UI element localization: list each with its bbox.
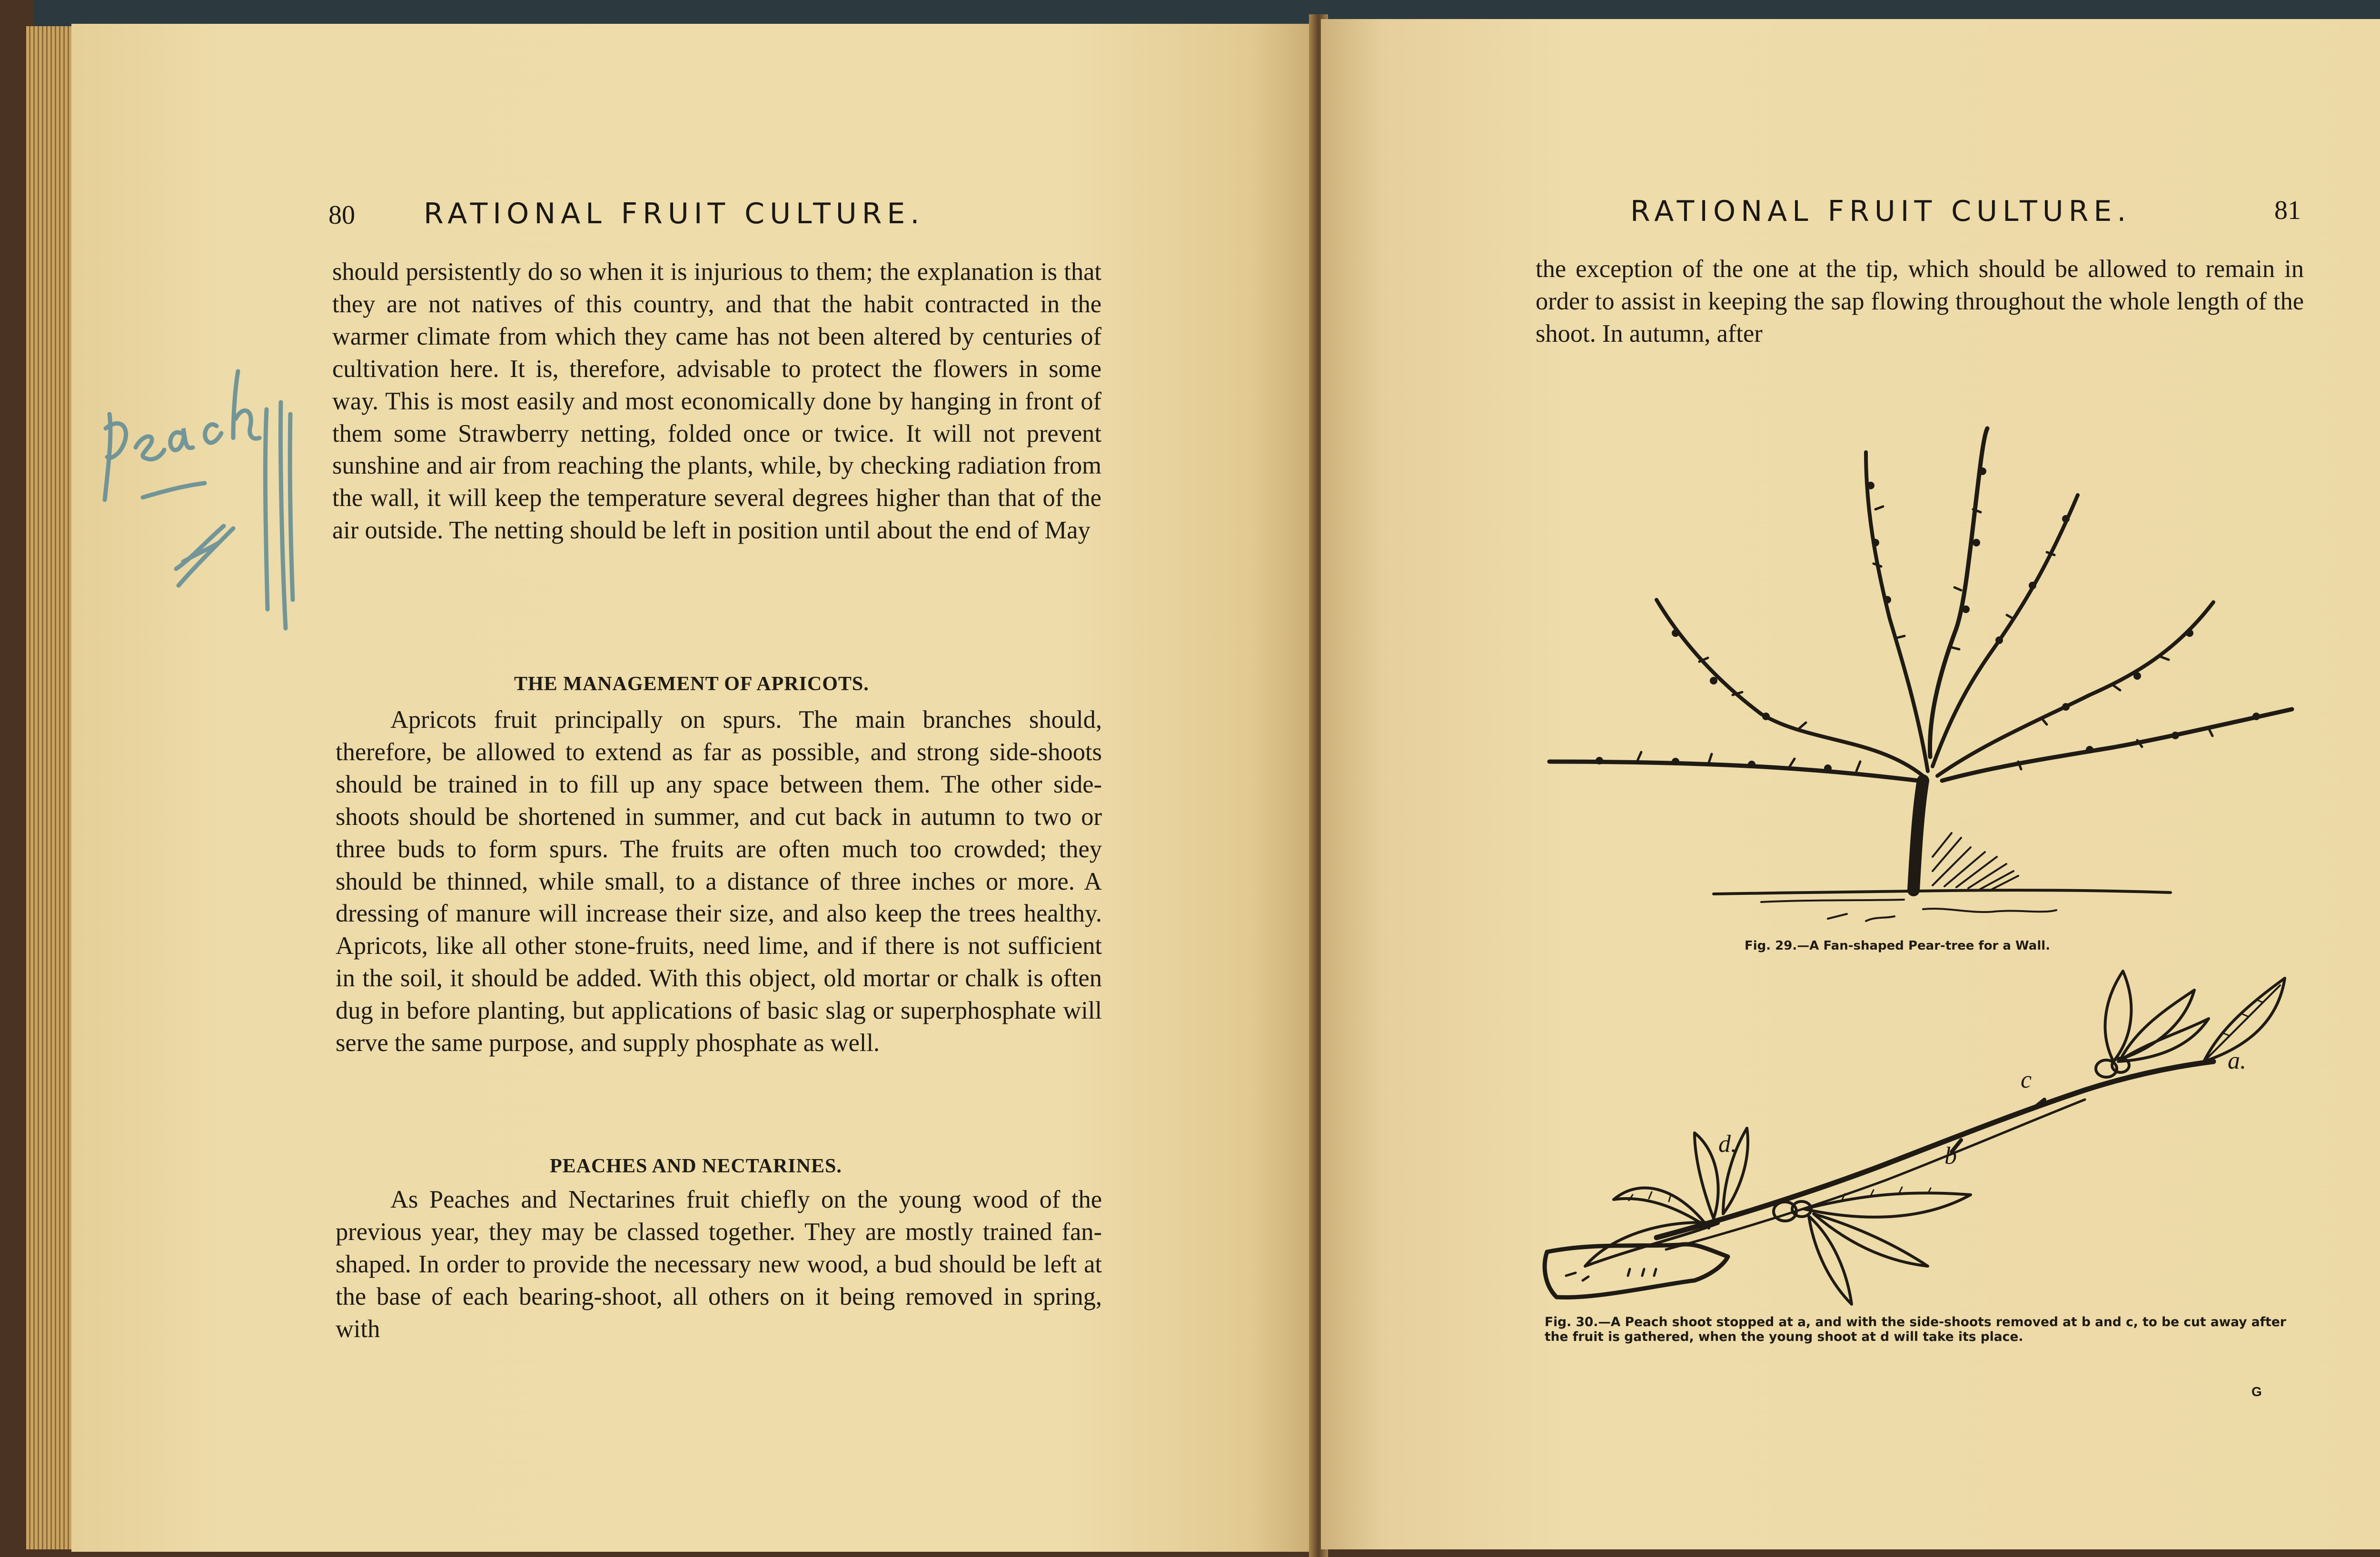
right-running-head: RATIONAL FRUIT CULTURE. [1630, 195, 2132, 228]
right-page-number: 81 [2274, 196, 2301, 225]
figure-30-peach-shoot [1537, 971, 2309, 1314]
pencil-margin-note [90, 362, 338, 657]
label-c: c [2021, 1066, 2032, 1093]
signature-mark: G [2251, 1384, 2262, 1399]
figure-30-caption: Fig. 30.—A Peach shoot stopped at a, and with the side-shoots removed at b and c, to be cut away after the fruit is gathered, when the young shoot at d will take its place. [1545, 1315, 2286, 1344]
figure-29-fan-tree [1542, 352, 2304, 923]
heading-apricots: THE MANAGEMENT OF APRICOTS. [514, 673, 869, 695]
left-paragraph-1: should persistently do so when it is injurious to them; the explanation is that they are not natives of this country, and that the habit contracted in the warmer climate from which they came has not been altered by centuries of cultivation here. It is, therefore, advisable to protect the flowers in some way. This is most easily and most economically done by hanging in front of them some Strawberry netting, folded once or twice. It will not prevent sunshine and air from reaching the plants, while, by checking radiation from the wall, it will keep the temperature several degrees higher than that of the air outside. The netting should be left in position until about the end of May [332, 258, 1101, 545]
label-d: d. [1718, 1131, 1737, 1158]
heading-peaches: PEACHES AND NECTARINES. [550, 1155, 842, 1177]
left-running-head: RATIONAL FRUIT CULTURE. [424, 197, 925, 230]
figure-29-caption: Fig. 29.—A Fan-shaped Pear-tree for a Wall. [1745, 939, 2051, 953]
left-page-edges [26, 26, 79, 1549]
left-page-number: 80 [328, 200, 355, 230]
right-paragraph-1: the exception of the one at the tip, which should be allowed to remain in order to assist in keeping the sap flowing throughout the whole length of the shoot. In autumn, after [1536, 255, 2304, 347]
label-a: a. [2228, 1047, 2246, 1074]
label-b: b [1944, 1142, 1957, 1170]
left-paragraph-3: As Peaches and Nectarines fruit chiefly on the young wood of the previous year, they may be classed together. They are mostly trained fan-shaped. In order to provide the necessary new wood, a bud should be left at the base of each bearing-shoot, all others on it being removed in spring, with [336, 1186, 1102, 1343]
left-paragraph-2: Apricots fruit principally on spurs. The main branches should, therefore, be allowed to extend as far as possible, and strong side-shoots should be trained in to fill up any space between them. The other side-shoots should be shortened in summer, and cut back in autumn to two or three buds to form spurs. The fruits are often much too crowded; they should be thinned, while small, to a distance of three inches or more. A dressing of manure will increase their size, and also keep the trees healthy. Apricots, like all other stone-fruits, need lime, and if there is not sufficient in the soil, it should be added. With this object, old mortar or chalk is often dug in before planting, but applications of basic slag or superphosphate will serve the same purpose, and supply phosphate as well. [336, 706, 1102, 1057]
